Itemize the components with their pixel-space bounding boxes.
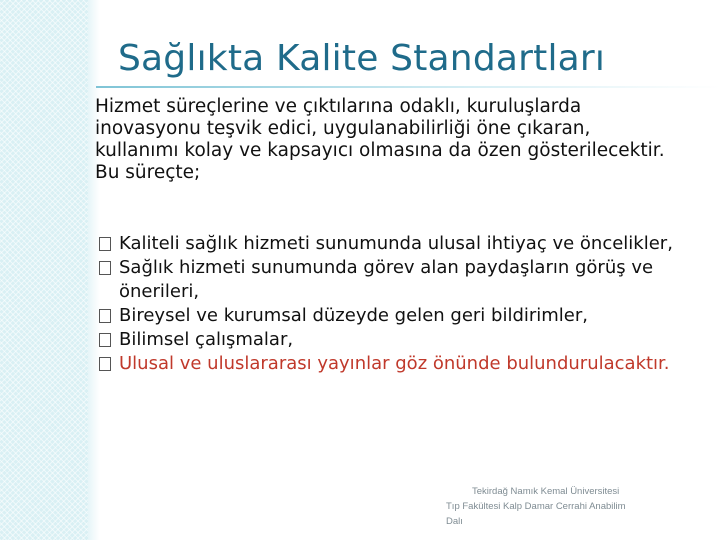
list-item-highlighted: [99, 352, 717, 376]
checkbox-bullet-icon: [99, 309, 111, 323]
footer-institution: [446, 484, 666, 529]
title-underline: [96, 86, 720, 88]
list-item-text: Bilimsel çalışmalar,: [119, 329, 294, 350]
list-item: [99, 232, 717, 256]
list-item-text: Kaliteli sağlık hizmeti sunumunda ulusal ihtiyaç ve öncelikler,: [119, 233, 673, 254]
checkbox-bullet-icon: [99, 357, 111, 371]
list-item: [99, 304, 717, 328]
bullet-list: [99, 232, 717, 376]
checkbox-bullet-icon: [99, 261, 111, 275]
intro-paragraph: Hizmet süreçlerine ve çıktılarına odaklı, kuruluşlarda inovasyonu teşvik edici, uygulanabilirliği öne çıkaran, kullanımı kolay ve kapsayıcı olmasına da özen gösterilecektir. Bu süreçte;: [95, 96, 665, 183]
checkbox-bullet-icon: [99, 237, 111, 251]
decorative-side-band: [0, 0, 88, 540]
list-item-text: Ulusal ve uluslararası yayınlar göz önünde bulundurulacaktır.: [119, 353, 670, 374]
footer-line-university: Tekirdağ Namık Kemal Üniversitesi: [472, 486, 620, 497]
list-item-text: Sağlık hizmeti sunumunda görev alan paydaşların görüş ve önerileri,: [119, 257, 654, 302]
list-item: [99, 328, 717, 352]
slide-title: Sağlıkta Kalite Standartları: [118, 38, 606, 79]
footer-line-department: Dalı: [446, 516, 463, 527]
list-item-text: Bireysel ve kurumsal düzeyde gelen geri bildirimler,: [119, 305, 589, 326]
footer-line-faculty: Tıp Fakültesi Kalp Damar Cerrahi Anabilim: [446, 501, 626, 512]
list-item: [99, 256, 717, 304]
checkbox-bullet-icon: [99, 333, 111, 347]
